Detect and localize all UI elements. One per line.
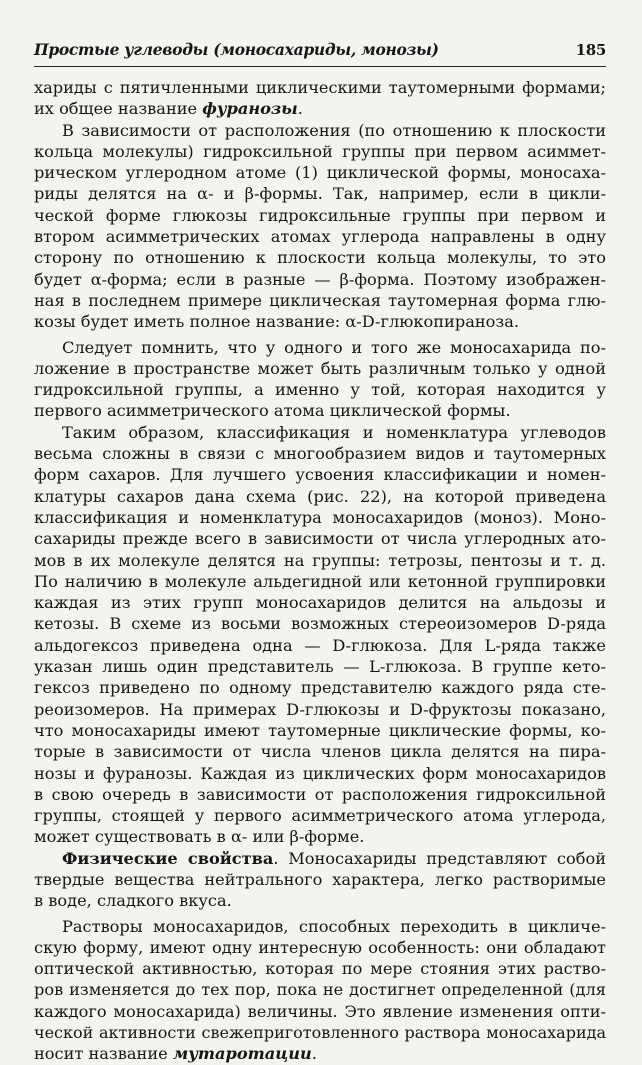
text-line: скую форму, имеют одну интересную особенность: они обладают: [34, 937, 606, 957]
text-line: альдогексоз приведена одна — D-глюкоза. Для L-ряда также: [34, 635, 606, 655]
text-line: каждая из этих групп моносахаридов делится на альдозы и: [34, 593, 606, 613]
text-line: ложение в пространстве может быть различным только у одной: [34, 358, 606, 378]
text-line: гидроксильной группы, а именно у той, которая находится у: [34, 380, 606, 400]
emphasized-term: Физические свойства: [62, 848, 274, 868]
text-line: кетозы. В схеме из восьми возможных стереоизомеров D-ряда: [34, 614, 606, 634]
text-line: реоизомеров. На примерах D-глюкозы и D-фруктозы показано,: [34, 699, 606, 719]
text-line: в свою очередь в зависимости от расположения гидроксильной: [34, 784, 606, 804]
text-line: Следует помнить, что у одного и того же моносахарида по-: [62, 337, 606, 357]
text-line: будет α-форма; если в разные — β-форма. Поэтому изображен-: [34, 269, 606, 289]
text-line: в воде, сладкого вкуса.: [34, 891, 232, 911]
header-title: Простые углеводы (моносахариды, монозы): [34, 40, 439, 59]
running-header: [34, 40, 606, 59]
text-line: гексоз приведено по одному представителю каждого ряда сте-: [34, 678, 606, 698]
text-line: классификация и номенклатура моносахаридов (моноз). Моно-: [34, 507, 606, 527]
text-line: что моносахариды имеют таутомерные циклические формы, ко-: [34, 720, 606, 740]
emphasized-term: фуранозы: [202, 99, 298, 119]
text-line: группы, стоящей у первого асимметрического атома углерода,: [34, 806, 606, 826]
text-line: мов в их молекуле делятся на группы: тетрозы, пентозы и т. д.: [34, 550, 606, 570]
text-line: нозы и фуранозы. Каждая из циклических форм моносахаридов: [34, 763, 606, 783]
text-line: ческой форме глюкозы гидроксильные группы при первом и: [34, 205, 606, 225]
text-line: хариды с пятичленными циклическими таутомерными формами;: [34, 78, 606, 97]
emphasized-term: мутаротации: [172, 1044, 312, 1064]
header-rule: [34, 66, 606, 67]
text-line: их общее название фуранозы.: [34, 99, 303, 119]
text-line: козы будет иметь полное название: α-D-глюкопираноза.: [34, 312, 520, 332]
text-line: Растворы моносахаридов, способных переходить в цикличе-: [62, 916, 606, 936]
text-line: весьма сложны в связи с многообразием видов и таутомерных: [34, 444, 606, 464]
text-line: оптической активностью, которая по мере стояния этих раство-: [34, 959, 606, 979]
text-line: может существовать в α- или β-форме.: [34, 827, 365, 847]
text-line: сторону по отношению к плоскости кольца молекулы, то это: [34, 248, 606, 268]
text-line: Физические свойства. Моносахариды представляют собой: [62, 848, 606, 868]
text-line: В зависимости от расположения (по отношению к плоскости: [62, 120, 606, 140]
text-line: риды делятся на α- и β-формы. Так, например, если в цикли-: [34, 184, 606, 204]
text-line: клатуры сахаров дана схема (рис. 22), на которой приведена: [34, 486, 606, 506]
text-line: указан лишь один представитель — L-глюкоза. В группе кето-: [34, 657, 606, 677]
text-line: Таким образом, классификация и номенклатура углеводов: [62, 422, 606, 442]
text-line: кольца молекулы) гидроксильной группы при первом асиммет-: [34, 141, 606, 161]
text-line: втором асимметрических атомах углерода направлены в одну: [34, 227, 606, 247]
text-line: каждого моносахарида) величины. Это явление изменения опти-: [34, 1001, 606, 1021]
text-line: форм сахаров. Для лучшего усвоения классификации и номен-: [34, 465, 606, 485]
page-number: 185: [575, 41, 606, 59]
text-line: сахариды прежде всего в зависимости от числа углеродных ато-: [34, 529, 606, 549]
text-line: твердые вещества нейтрального характера, легко растворимые: [34, 869, 606, 889]
text-line: ная в последнем примере циклическая таутомерная форма глю-: [34, 290, 606, 310]
text-line: носит название мутаротации.: [34, 1044, 317, 1064]
text-line: ров изменяется до тех пор, пока не достигнет определенной (для: [34, 980, 606, 1000]
text-line: торые в зависимости от числа членов цикла делятся на пира-: [34, 742, 606, 762]
text-line: По наличию в молекуле альдегидной или кетонной группировки: [34, 571, 606, 591]
text-line: рическом углеродном атоме (1) циклической формы, моносаха-: [34, 163, 606, 183]
page-body: [34, 77, 606, 1065]
text-line: первого асимметрического атома циклической формы.: [34, 401, 511, 421]
text-line: ческой активности свежеприготовленного раствора моносахарида: [34, 1023, 606, 1043]
